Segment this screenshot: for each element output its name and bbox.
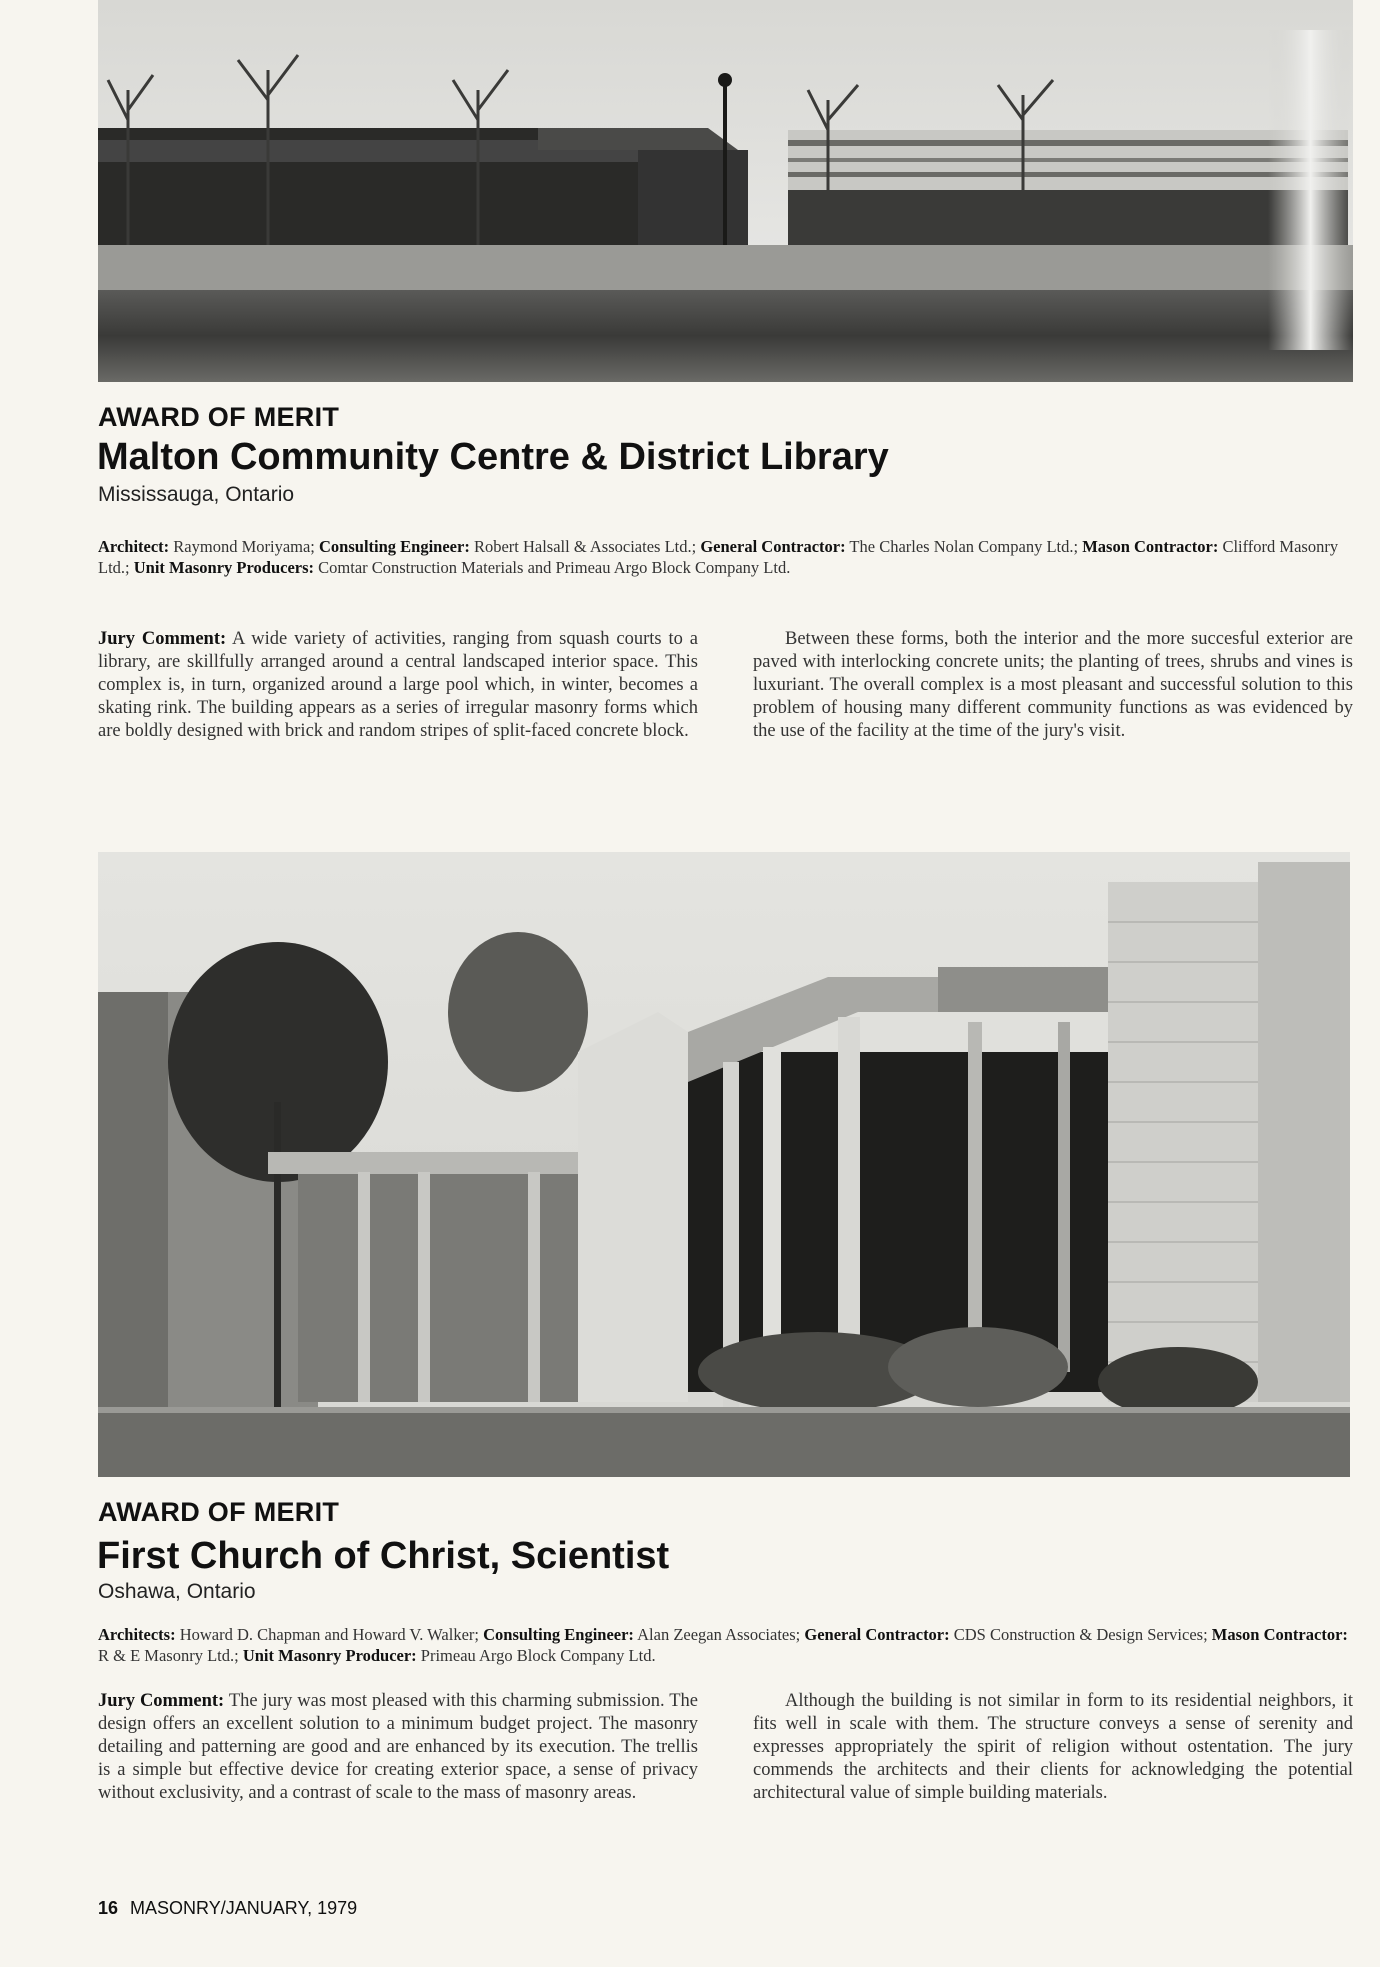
jury-label: Jury Comment: xyxy=(98,1691,225,1711)
photo-first-church xyxy=(98,852,1350,1477)
credit-name: R & E Masonry Ltd.; xyxy=(98,1646,243,1665)
credit-name: Robert Halsall & Associates Ltd.; xyxy=(469,537,701,556)
article-location: Mississauga, Ontario xyxy=(98,483,295,506)
page-footer xyxy=(98,1898,357,1919)
credit-name: Alan Zeegan Associates; xyxy=(633,1625,805,1644)
credits-paragraph xyxy=(98,1624,1353,1666)
jury-comment xyxy=(98,1690,698,1805)
credit-name: Comtar Construction Materials and Primeau Argo Block Company Ltd. xyxy=(314,558,791,577)
credit-name: CDS Construction & Design Services; xyxy=(949,1625,1212,1644)
credit-role: Unit Masonry Producers: xyxy=(133,558,315,577)
credit-role: Architect: xyxy=(98,537,170,556)
credit-role: Architects: xyxy=(98,1625,176,1644)
award-kicker: AWARD OF MERIT xyxy=(98,402,340,432)
credit-role: General Contractor: xyxy=(804,1625,950,1644)
credit-role: Mason Contractor: xyxy=(1211,1625,1348,1644)
photo-malton-community-centre xyxy=(98,0,1353,382)
credit-name: Raymond Moriyama; xyxy=(169,537,320,556)
credit-role: Unit Masonry Producer: xyxy=(242,1646,417,1665)
credit-role: Consulting Engineer: xyxy=(483,1625,634,1644)
credit-name: Clifford Masonry Ltd.; xyxy=(98,537,1339,577)
credit-name: The Charles Nolan Company Ltd.; xyxy=(845,537,1083,556)
jury-comment xyxy=(98,628,698,743)
page-number: 16 xyxy=(98,1898,119,1918)
credit-role: Consulting Engineer: xyxy=(319,537,470,556)
credit-name: Primeau Argo Block Company Ltd. xyxy=(416,1646,656,1665)
jury-text: The jury was most pleased with this charming submission. The design offers an excellent solution to a minimum budget project. The masonry detailing and patterning are good and are enhanced by its execution. The trellis is a simple but effective device for creating exterior space, a sense of privacy without exclusivity, and a contrast of scale to the mass of masonry areas. xyxy=(98,1691,698,1803)
article-title: Malton Community Centre & District Library xyxy=(97,436,889,478)
award-kicker: AWARD OF MERIT xyxy=(98,1497,340,1527)
body-text-right: Although the building is not similar in form to its residential neighbors, it fits well in scale with them. The structure conveys a sense of serenity and expresses appropriately the spirit of religion without ostentation. The jury commends the architects and their clients for acknowledging the potential architectural value of simple building materials. xyxy=(753,1691,1353,1803)
body-text-right: Between these forms, both the interior and the more succesful exterior are paved with interlocking concrete units; the planting of trees, shrubs and vines is luxuriant. The overall complex is a most pleasant and successful solution to this problem of housing many different community functions as was evidenced by the use of the facility at the time of the jury's visit. xyxy=(753,629,1353,741)
credits-paragraph xyxy=(98,536,1353,578)
jury-label: Jury Comment: xyxy=(98,629,227,649)
publication-line: MASONRY/JANUARY, 1979 xyxy=(130,1898,358,1918)
jury-text: A wide variety of activities, ranging from squash courts to a library, are skillfully arranged around a central landscaped interior space. This complex is, in turn, organized around a large pool which, in winter, becomes a skating rink. The building appears as a series of irregular masonry forms which are boldly designed with brick and random stripes of split-faced concrete block. xyxy=(98,629,698,741)
credit-role: General Contractor: xyxy=(700,537,846,556)
credit-role: Mason Contractor: xyxy=(1082,537,1219,556)
article-title: First Church of Christ, Scientist xyxy=(97,1535,670,1577)
credit-name: Howard D. Chapman and Howard V. Walker; xyxy=(175,1625,484,1644)
article-location: Oshawa, Ontario xyxy=(98,1580,256,1603)
